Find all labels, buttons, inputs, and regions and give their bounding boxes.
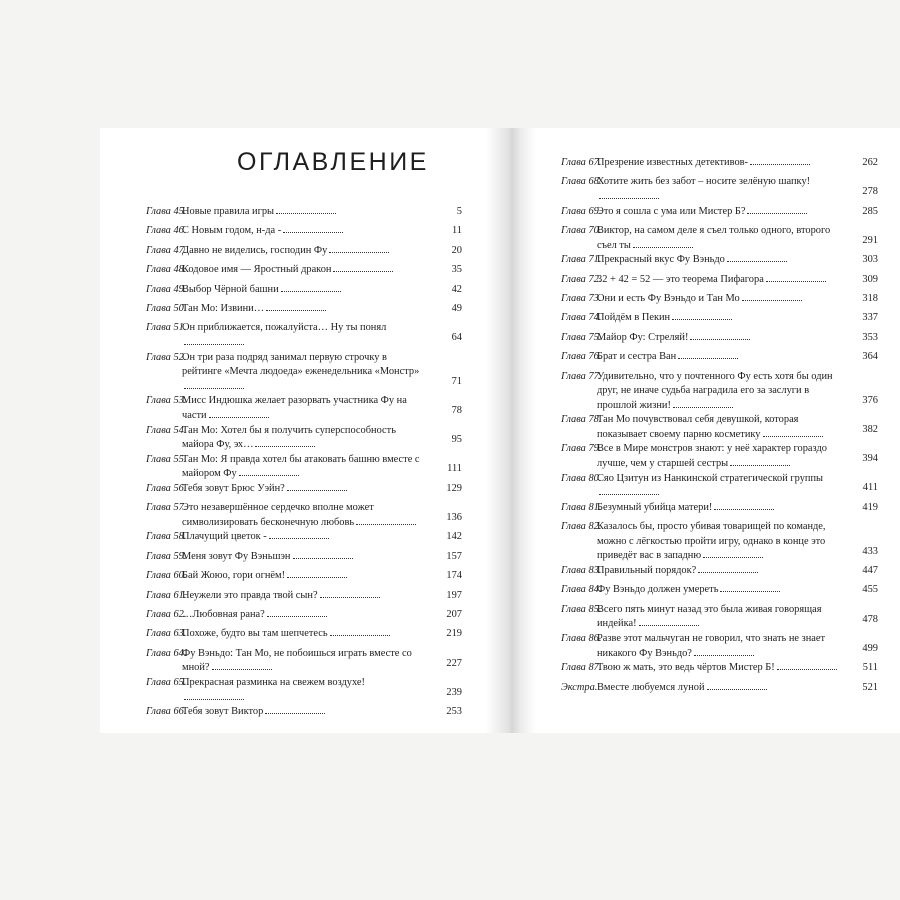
- toc-entry-title: Он три раза подряд занимал первую строчку в рейтинге «Мечта людоеда» еженедельника «Монстр»: [182, 351, 420, 378]
- toc-entry-page: 382: [860, 423, 878, 438]
- toc-entry-chapter: Глава 52.: [146, 351, 187, 363]
- toc-entry: [146, 351, 462, 395]
- toc-entry-chapter: Глава 81.: [561, 501, 602, 513]
- toc-entry-page: 411: [861, 481, 878, 496]
- toc-entry-page: 419: [860, 501, 878, 516]
- toc-entry-page: 111: [445, 462, 462, 477]
- toc-entry: [146, 263, 462, 282]
- toc-entry-chapter: Глава 71.: [561, 254, 602, 266]
- toc-entry-page: 64: [450, 331, 462, 346]
- toc-entry-leader: [283, 230, 343, 233]
- toc-entry-chapter: Глава 74.: [561, 312, 602, 324]
- toc-entry-chapter: Глава 85.: [561, 603, 602, 615]
- toc-entry-title: Похоже, будто вы там шепчетесь: [182, 628, 328, 640]
- toc-entry-title: Мисс Индюшка желает разорвать участника Фу на части: [182, 395, 407, 421]
- toc-entry-title: Твою ж мать, это ведь чёртов Мистер Б!: [597, 662, 775, 674]
- toc-entry-chapter: Глава 54.: [146, 424, 187, 436]
- toc-entry-title: Бай Жоюо, гори огнём!: [182, 570, 286, 582]
- toc-entry-leader: [633, 245, 693, 248]
- toc-right-column: [561, 156, 878, 700]
- toc-entry: [146, 394, 462, 423]
- toc-entry-page: 157: [444, 550, 462, 565]
- toc-entry-title: Удивительно, что у почтенного Фу есть хотя бы один друг, не иначе судьба наградила его за заслуги в прошлой жизни!: [597, 370, 833, 411]
- toc-entry-page: 49: [450, 302, 462, 317]
- toc-entry: [561, 205, 878, 224]
- toc-entry-chapter: Глава 80.: [561, 472, 602, 484]
- toc-entry: [146, 224, 462, 243]
- toc-entry-chapter: Глава 60.: [146, 570, 187, 582]
- toc-entry-chapter: Глава 57.: [146, 502, 187, 514]
- toc-entry-chapter: Глава 59.: [146, 550, 187, 562]
- toc-entry-page: 291: [860, 234, 878, 249]
- toc-entry: [146, 676, 462, 705]
- toc-entry-page: 197: [444, 589, 462, 604]
- toc-entry-page: 95: [450, 433, 462, 448]
- toc-entry-page: 11: [450, 224, 462, 239]
- toc-entry-page: 433: [860, 545, 878, 560]
- toc-entry-page: 78: [450, 404, 462, 419]
- toc-entry-leader: [267, 614, 327, 617]
- toc-entry-chapter: Глава 76.: [561, 351, 602, 363]
- toc-entry-page: 71: [450, 375, 462, 390]
- toc-entry-leader: [265, 711, 325, 714]
- toc-entry-page: 499: [860, 642, 878, 657]
- toc-entry-title: Презрение известных детективов-: [597, 157, 749, 168]
- toc-entry-chapter: Глава 73.: [561, 292, 602, 304]
- toc-entry-title: Фу Вэньдо: Тан Мо, не побоишься играть вместе со мной?: [182, 647, 412, 674]
- toc-entry-title: Хотите жить без забот – носите зелёную шапку!: [597, 176, 811, 188]
- toc-entry-chapter: Глава 84.: [561, 584, 602, 596]
- toc-entry-title: Плачущий цветок -: [182, 531, 267, 543]
- toc-entry-page: 262: [860, 156, 878, 171]
- toc-entry-chapter: Глава 51.: [146, 322, 187, 334]
- toc-entry-page: 447: [860, 564, 878, 579]
- toc-entry-leader: [639, 623, 699, 626]
- toc-entry-chapter: Глава 69.: [561, 205, 602, 217]
- toc-entry-chapter: Глава 48.: [146, 264, 187, 276]
- toc-entry-leader: [212, 667, 272, 670]
- toc-entry-page: 278: [860, 185, 878, 200]
- toc-entry-title: Всего пять минут назад это была живая говорящая индейка!: [597, 603, 822, 630]
- toc-entry-leader: [239, 473, 299, 476]
- toc-left-column: [146, 205, 462, 725]
- toc-entry-title: …Любовная рана?: [182, 609, 265, 621]
- toc-entry-title: Сяо Цзитун из Нанкинской стратегической группы: [597, 472, 824, 484]
- toc-entry: [146, 530, 462, 549]
- toc-entry: [146, 550, 462, 569]
- toc-entry-title: Это я сошла с ума или Мистер Б?: [597, 205, 746, 217]
- toc-entry-title: Фу Вэньдо должен умереть: [597, 584, 719, 596]
- toc-entry-leader: [690, 337, 750, 340]
- toc-entry-page: 353: [860, 331, 878, 346]
- toc-entry-chapter: Глава 49.: [146, 283, 187, 295]
- toc-entry-leader: [727, 259, 787, 262]
- toc-entry: [561, 224, 878, 253]
- toc-entry-title: Правильный порядок?: [597, 565, 697, 577]
- toc-entry-leader: [678, 356, 738, 359]
- toc-entry: [146, 205, 462, 224]
- toc-entry-leader: [276, 211, 336, 214]
- toc-entry: [561, 331, 878, 350]
- toc-entry-title: Казалось бы, просто убивая товарищей по команде, можно с лёгкостью пройти игру, однако в конце это приведёт вас в западню: [597, 521, 826, 562]
- toc-entry-chapter: Глава 78.: [561, 414, 602, 426]
- toc-entry-leader: [720, 589, 780, 592]
- toc-entry-leader: [287, 575, 347, 578]
- toc-entry-chapter: Глава 68.: [561, 176, 602, 188]
- toc-entry-page: 376: [860, 394, 878, 409]
- toc-entry-leader: [730, 463, 790, 466]
- toc-entry: [561, 175, 878, 204]
- toc-entry: [146, 589, 462, 608]
- toc-entry-page: 364: [860, 350, 878, 365]
- toc-entry-title: Тебя зовут Брюс Уэйн?: [182, 482, 285, 494]
- toc-entry: [561, 501, 878, 520]
- toc-entry-chapter: Глава 86.: [561, 632, 602, 644]
- toc-entry-leader: [287, 488, 347, 491]
- toc-entry-page: 142: [444, 530, 462, 545]
- toc-entry-page: 253: [444, 705, 462, 720]
- toc-entry-title: Вместе любуемся луной: [597, 681, 705, 693]
- toc-entry-leader: [703, 555, 763, 558]
- toc-entry-chapter: Глава 67.: [561, 157, 602, 168]
- toc-entry-page: 174: [444, 569, 462, 584]
- toc-entry: [561, 583, 878, 602]
- toc-entry-leader: [330, 633, 390, 636]
- toc-entry-page: 129: [444, 482, 462, 497]
- toc-entry-leader: [742, 298, 802, 301]
- toc-entry: [146, 647, 462, 676]
- toc-entry-chapter: Глава 66.: [146, 706, 187, 718]
- toc-entry-chapter: Глава 61.: [146, 589, 187, 601]
- toc-entry-title: Меня зовут Фу Вэньшэн: [182, 550, 291, 562]
- toc-entry: [561, 350, 878, 369]
- toc-entry-title: Это незавершённое сердечко вполне может символизировать бесконечную любовь: [182, 502, 374, 528]
- toc-entry-chapter: Глава 64.: [146, 647, 187, 659]
- toc-entry-title: Виктор, на самом деле я съел только одного, второго съел ты: [597, 224, 831, 251]
- toc-entry-title: Пойдём в Пекин: [597, 312, 671, 324]
- toc-entry: [146, 453, 462, 482]
- toc-entry-leader: [184, 386, 244, 389]
- toc-entry-title: Они и есть Фу Вэньдо и Тан Мо: [597, 292, 740, 304]
- toc-entry-leader: [599, 196, 659, 199]
- toc-entry-chapter: Глава 53.: [146, 395, 187, 407]
- toc-entry-chapter: Глава 58.: [146, 531, 187, 543]
- toc-entry-page: 478: [860, 613, 878, 628]
- toc-entry-title: Тан Мо: Извини…: [182, 302, 265, 314]
- toc-entry-leader: [329, 250, 389, 253]
- toc-entry-title: Разве этот мальчуган не говорил, что знать не знает никакого Фу Вэньдо?: [597, 632, 826, 659]
- toc-entry: [146, 705, 462, 724]
- toc-entry: [561, 273, 878, 292]
- toc-entry-title: Тан Мо: Я правда хотел бы атаковать башню вместе с майором Фу: [182, 453, 420, 480]
- toc-entry-chapter: Глава 82.: [561, 521, 602, 533]
- toc-entry-leader: [269, 536, 329, 539]
- toc-entry-chapter: Глава 45.: [146, 206, 187, 217]
- toc-entry-chapter: Экстра.: [561, 681, 598, 693]
- toc-entry: [561, 520, 878, 564]
- toc-entry-leader: [747, 211, 807, 214]
- toc-entry-title: Безумный убийца матери!: [597, 501, 713, 513]
- toc-entry-chapter: Глава 62.: [146, 609, 187, 621]
- toc-entry-page: 239: [444, 686, 462, 701]
- toc-entry: [561, 311, 878, 330]
- toc-entry: [561, 681, 878, 700]
- toc-entry-leader: [763, 434, 823, 437]
- toc-entry-title: Прекрасный вкус Фу Вэньдо: [597, 254, 725, 266]
- toc-entry-leader: [707, 687, 767, 690]
- toc-entry: [561, 661, 878, 680]
- toc-entry-leader: [766, 279, 826, 282]
- toc-entry-title: Неужели это правда твой сын?: [182, 589, 318, 601]
- toc-entry-title: Кодовое имя — Яростный дракон: [182, 264, 332, 276]
- toc-entry-title: Он приближается, пожалуйста… Ну ты понял: [182, 322, 387, 334]
- toc-entry-page: 309: [860, 273, 878, 288]
- book-gutter: [486, 128, 536, 733]
- toc-entry-page: 20: [450, 244, 462, 259]
- toc-entry-leader: [750, 162, 810, 165]
- toc-entry-title: Брат и сестра Ван: [597, 351, 677, 363]
- toc-entry-chapter: Глава 47.: [146, 244, 187, 256]
- toc-entry-title: Прекрасная разминка на свежем воздухе!: [182, 676, 365, 688]
- toc-entry-chapter: Глава 46.: [146, 225, 187, 237]
- toc-entry: [146, 569, 462, 588]
- toc-entry: [146, 627, 462, 646]
- toc-entry-page: 455: [860, 583, 878, 598]
- toc-entry-title: Тан Мо: Хотел бы я получить суперспособность майора Фу, эх…: [182, 424, 396, 451]
- toc-entry: [561, 632, 878, 661]
- toc-entry: [146, 302, 462, 321]
- toc-entry-leader: [281, 289, 341, 292]
- toc-entry-leader: [209, 415, 269, 418]
- toc-entry-title: Давно не виделись, господин Фу: [182, 244, 328, 256]
- toc-entry-title: 32 + 42 = 52 — это теорема Пифагора: [597, 273, 764, 285]
- toc-entry-leader: [672, 317, 732, 320]
- toc-entry-leader: [320, 595, 380, 598]
- toc-entry-chapter: Глава 65.: [146, 676, 187, 688]
- toc-entry-chapter: Глава 79.: [561, 443, 602, 455]
- toc-entry-leader: [333, 269, 393, 272]
- toc-entry: [146, 244, 462, 263]
- toc-entry-title: Тан Мо почувствовал себя девушкой, которая показывает своему парню косметику: [597, 414, 799, 440]
- toc-entry-title: С Новым годом, н-да -: [182, 225, 282, 237]
- toc-entry: [561, 253, 878, 272]
- toc-entry-page: 227: [444, 657, 462, 672]
- toc-entry-leader: [698, 570, 758, 573]
- toc-entry-chapter: Глава 83.: [561, 565, 602, 577]
- toc-entry: [146, 424, 462, 453]
- toc-entry-chapter: Глава 77.: [561, 370, 602, 382]
- toc-entry: [561, 413, 878, 442]
- toc-entry-page: 521: [860, 681, 878, 696]
- toc-entry: [146, 608, 462, 627]
- toc-entry-leader: [714, 507, 774, 510]
- toc-entry: [146, 321, 462, 350]
- toc-entry-chapter: Глава 56.: [146, 482, 187, 494]
- toc-entry-page: 5: [455, 205, 462, 220]
- toc-entry-title: Тебя зовут Виктор: [182, 706, 264, 718]
- toc-entry-leader: [266, 308, 326, 311]
- toc-entry-page: 337: [860, 311, 878, 326]
- toc-entry-leader: [293, 556, 353, 559]
- toc-entry-leader: [255, 444, 315, 447]
- toc-entry-title: Выбор Чёрной башни: [182, 283, 279, 295]
- toc-entry-title: Все в Мире монстров знают: у неё характер гораздо лучше, чем у старшей сестры: [597, 443, 827, 470]
- toc-entry-chapter: Глава 55.: [146, 453, 187, 465]
- toc-entry-leader: [694, 653, 754, 656]
- toc-entry: [561, 292, 878, 311]
- toc-entry: [561, 564, 878, 583]
- toc-entry-page: 35: [450, 263, 462, 278]
- toc-entry-leader: [777, 667, 837, 670]
- toc-entry-page: 207: [444, 608, 462, 623]
- toc-entry-leader: [599, 492, 659, 495]
- toc-entry: [561, 442, 878, 471]
- toc-entry-chapter: Глава 50.: [146, 302, 187, 314]
- toc-entry: [146, 283, 462, 302]
- toc-entry: [561, 156, 878, 175]
- toc-entry-page: 511: [861, 661, 878, 676]
- toc-entry-chapter: Глава 75.: [561, 331, 602, 343]
- toc-entry-page: 136: [444, 511, 462, 526]
- toc-entry-leader: [184, 342, 244, 345]
- toc-entry: [561, 472, 878, 501]
- toc-entry-chapter: Глава 72.: [561, 273, 602, 285]
- toc-entry: [561, 370, 878, 414]
- toc-entry: [146, 482, 462, 501]
- toc-entry-leader: [673, 405, 733, 408]
- toc-entry-page: 42: [450, 283, 462, 298]
- toc-entry-page: 318: [860, 292, 878, 307]
- toc-entry-chapter: Глава 70.: [561, 224, 602, 236]
- toc-entry-leader: [184, 697, 244, 700]
- toc-entry-page: 394: [860, 452, 878, 467]
- toc-entry-page: 303: [860, 253, 878, 268]
- toc-entry-page: 285: [860, 205, 878, 220]
- toc-entry: [146, 501, 462, 530]
- toc-entry-page: 219: [444, 627, 462, 642]
- toc-entry-title: Новые правила игры: [182, 206, 275, 217]
- toc-entry-leader: [356, 522, 416, 525]
- toc-entry: [561, 603, 878, 632]
- toc-entry-chapter: Глава 87.: [561, 662, 602, 674]
- toc-entry-title: Майор Фу: Стреляй!: [597, 331, 689, 343]
- page-title: ОГЛАВЛЕНИЕ: [237, 148, 429, 176]
- toc-entry-chapter: Глава 63.: [146, 628, 187, 640]
